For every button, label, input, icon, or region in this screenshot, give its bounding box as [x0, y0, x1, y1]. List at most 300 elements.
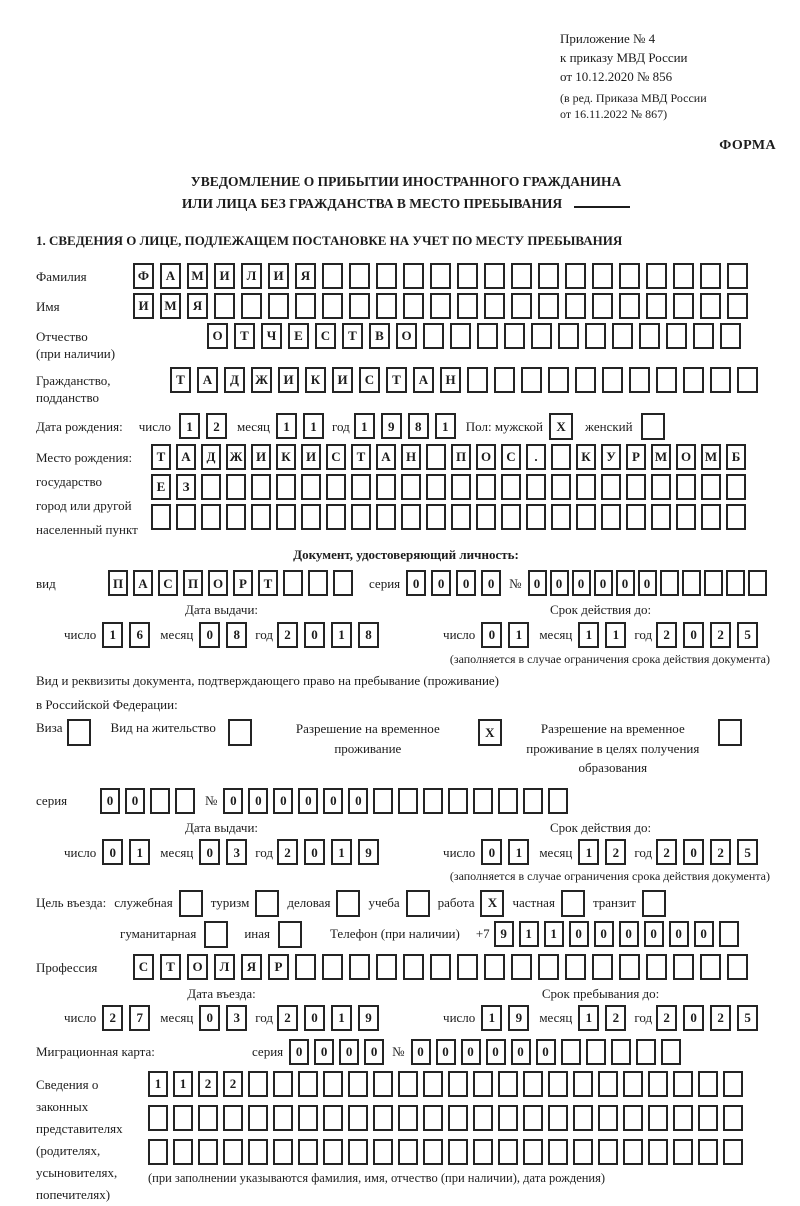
form-cell[interactable]: 0 [273, 788, 293, 814]
form-cell[interactable] [148, 1105, 168, 1131]
purpose-other-checkbox[interactable] [278, 921, 302, 948]
form-cell[interactable]: 2 [198, 1071, 218, 1097]
form-cell[interactable] [676, 504, 696, 530]
form-cell[interactable] [548, 367, 569, 393]
form-cell[interactable]: 1 [173, 1071, 193, 1097]
form-cell[interactable] [700, 954, 721, 980]
form-cell[interactable] [401, 504, 421, 530]
form-cell[interactable]: 0 [436, 1039, 456, 1065]
form-cell[interactable]: 1 [481, 1005, 502, 1031]
form-cell[interactable] [538, 293, 559, 319]
form-cell[interactable] [457, 954, 478, 980]
residence-permit-checkbox[interactable] [228, 719, 252, 746]
form-cell[interactable] [673, 293, 694, 319]
form-cell[interactable] [511, 263, 532, 289]
form-cell[interactable]: Е [151, 474, 171, 500]
visa-checkbox[interactable] [67, 719, 91, 746]
form-cell[interactable]: 0 [481, 839, 502, 865]
form-cell[interactable]: Н [401, 444, 421, 470]
form-cell[interactable] [548, 1071, 568, 1097]
form-cell[interactable] [276, 474, 296, 500]
form-cell[interactable]: 0 [100, 788, 120, 814]
form-cell[interactable] [457, 293, 478, 319]
temp-residence-education-checkbox[interactable] [718, 719, 742, 746]
form-cell[interactable]: О [187, 954, 208, 980]
form-cell[interactable] [376, 293, 397, 319]
form-cell[interactable] [683, 367, 704, 393]
form-cell[interactable]: 9 [358, 1005, 379, 1031]
temp-residence-checkbox[interactable]: X [478, 719, 502, 746]
form-cell[interactable] [494, 367, 515, 393]
form-cell[interactable]: 0 [223, 788, 243, 814]
form-cell[interactable] [283, 570, 303, 596]
form-cell[interactable]: 5 [737, 1005, 758, 1031]
form-cell[interactable]: Т [351, 444, 371, 470]
form-cell[interactable] [268, 293, 289, 319]
form-cell[interactable] [322, 263, 343, 289]
form-cell[interactable] [223, 1105, 243, 1131]
form-cell[interactable]: С [158, 570, 178, 596]
form-cell[interactable]: 2 [277, 1005, 298, 1031]
form-cell[interactable]: 9 [508, 1005, 529, 1031]
form-cell[interactable] [673, 954, 694, 980]
purpose-study-checkbox[interactable] [406, 890, 430, 917]
form-cell[interactable]: Б [726, 444, 746, 470]
form-cell[interactable] [602, 367, 623, 393]
form-cell[interactable] [727, 293, 748, 319]
form-cell[interactable] [673, 1071, 693, 1097]
form-cell[interactable] [538, 954, 559, 980]
form-cell[interactable] [498, 788, 518, 814]
form-cell[interactable] [473, 1071, 493, 1097]
form-cell[interactable]: 0 [486, 1039, 506, 1065]
purpose-business-checkbox[interactable] [336, 890, 360, 917]
form-cell[interactable]: Д [224, 367, 245, 393]
form-cell[interactable] [576, 474, 596, 500]
form-cell[interactable] [565, 293, 586, 319]
form-cell[interactable] [448, 788, 468, 814]
form-cell[interactable] [298, 1071, 318, 1097]
form-cell[interactable] [612, 323, 633, 349]
form-cell[interactable]: 0 [669, 921, 689, 947]
form-cell[interactable]: 0 [594, 921, 614, 947]
form-cell[interactable]: 2 [656, 1005, 677, 1031]
form-cell[interactable]: А [133, 570, 153, 596]
form-cell[interactable] [248, 1139, 268, 1165]
form-cell[interactable] [308, 570, 328, 596]
form-cell[interactable] [723, 1071, 743, 1097]
form-cell[interactable] [373, 1139, 393, 1165]
form-cell[interactable]: 1 [519, 921, 539, 947]
form-cell[interactable]: 3 [226, 839, 247, 865]
form-cell[interactable] [448, 1105, 468, 1131]
form-cell[interactable] [636, 1039, 656, 1065]
form-cell[interactable] [523, 1071, 543, 1097]
form-cell[interactable] [333, 570, 353, 596]
form-cell[interactable] [598, 1071, 618, 1097]
form-cell[interactable] [322, 954, 343, 980]
form-cell[interactable] [430, 263, 451, 289]
form-cell[interactable] [700, 263, 721, 289]
form-cell[interactable]: 1 [102, 622, 123, 648]
form-cell[interactable] [710, 367, 731, 393]
form-cell[interactable] [601, 474, 621, 500]
form-cell[interactable]: А [160, 263, 181, 289]
form-cell[interactable] [521, 367, 542, 393]
form-cell[interactable]: 0 [304, 1005, 325, 1031]
form-cell[interactable] [398, 1105, 418, 1131]
form-cell[interactable]: И [214, 263, 235, 289]
form-cell[interactable] [295, 293, 316, 319]
form-cell[interactable] [531, 323, 552, 349]
form-cell[interactable] [148, 1139, 168, 1165]
form-cell[interactable]: И [133, 293, 154, 319]
form-cell[interactable]: Ч [261, 323, 282, 349]
form-cell[interactable] [348, 1105, 368, 1131]
form-cell[interactable] [561, 1039, 581, 1065]
form-cell[interactable]: Т [258, 570, 278, 596]
form-cell[interactable] [403, 293, 424, 319]
form-cell[interactable]: М [701, 444, 721, 470]
form-cell[interactable]: 1 [578, 1005, 599, 1031]
form-cell[interactable]: Т [160, 954, 181, 980]
form-cell[interactable]: О [207, 323, 228, 349]
form-cell[interactable] [349, 263, 370, 289]
form-cell[interactable] [473, 1139, 493, 1165]
form-cell[interactable] [693, 323, 714, 349]
form-cell[interactable] [198, 1139, 218, 1165]
form-cell[interactable] [473, 788, 493, 814]
form-cell[interactable]: 0 [683, 1005, 704, 1031]
form-cell[interactable] [198, 1105, 218, 1131]
form-cell[interactable] [498, 1105, 518, 1131]
form-cell[interactable]: 0 [683, 839, 704, 865]
form-cell[interactable] [423, 1105, 443, 1131]
form-cell[interactable]: С [133, 954, 154, 980]
form-cell[interactable]: 0 [461, 1039, 481, 1065]
form-cell[interactable] [251, 504, 271, 530]
form-cell[interactable]: 2 [277, 839, 298, 865]
form-cell[interactable]: Я [241, 954, 262, 980]
form-cell[interactable]: К [276, 444, 296, 470]
form-cell[interactable]: 9 [381, 413, 402, 439]
form-cell[interactable]: 0 [364, 1039, 384, 1065]
form-cell[interactable]: Р [626, 444, 646, 470]
form-cell[interactable]: 5 [737, 622, 758, 648]
purpose-transit-checkbox[interactable] [642, 890, 666, 917]
form-cell[interactable]: З [176, 474, 196, 500]
form-cell[interactable]: 0 [694, 921, 714, 947]
form-cell[interactable]: А [176, 444, 196, 470]
form-cell[interactable]: 2 [605, 839, 626, 865]
form-cell[interactable]: 0 [481, 570, 501, 596]
form-cell[interactable]: 0 [248, 788, 268, 814]
form-cell[interactable] [623, 1139, 643, 1165]
form-cell[interactable] [623, 1071, 643, 1097]
form-cell[interactable] [592, 954, 613, 980]
form-cell[interactable]: 0 [406, 570, 426, 596]
form-cell[interactable]: 1 [331, 1005, 352, 1031]
form-cell[interactable] [698, 1071, 718, 1097]
form-cell[interactable] [673, 1139, 693, 1165]
form-cell[interactable] [651, 474, 671, 500]
form-cell[interactable] [661, 1039, 681, 1065]
form-cell[interactable] [251, 474, 271, 500]
form-cell[interactable] [673, 1105, 693, 1131]
form-cell[interactable]: 2 [710, 1005, 731, 1031]
form-cell[interactable]: Т [170, 367, 191, 393]
form-cell[interactable] [273, 1071, 293, 1097]
form-cell[interactable]: 1 [276, 413, 297, 439]
purpose-tourism-checkbox[interactable] [255, 890, 279, 917]
form-cell[interactable] [700, 293, 721, 319]
form-cell[interactable] [704, 570, 723, 596]
form-cell[interactable] [719, 921, 739, 947]
form-cell[interactable] [201, 504, 221, 530]
form-cell[interactable] [573, 1105, 593, 1131]
form-cell[interactable]: 9 [494, 921, 514, 947]
form-cell[interactable] [248, 1105, 268, 1131]
form-cell[interactable] [551, 474, 571, 500]
form-cell[interactable] [477, 323, 498, 349]
form-cell[interactable] [619, 293, 640, 319]
form-cell[interactable] [151, 504, 171, 530]
form-cell[interactable]: М [160, 293, 181, 319]
form-cell[interactable]: К [576, 444, 596, 470]
form-cell[interactable]: 0 [199, 622, 220, 648]
form-cell[interactable] [701, 474, 721, 500]
form-cell[interactable] [626, 474, 646, 500]
form-cell[interactable] [748, 570, 767, 596]
form-cell[interactable] [551, 444, 571, 470]
form-cell[interactable] [575, 367, 596, 393]
form-cell[interactable]: П [108, 570, 128, 596]
form-cell[interactable] [423, 788, 443, 814]
form-cell[interactable] [511, 293, 532, 319]
form-cell[interactable] [498, 1139, 518, 1165]
form-cell[interactable] [301, 504, 321, 530]
form-cell[interactable]: О [476, 444, 496, 470]
form-cell[interactable]: 0 [619, 921, 639, 947]
form-cell[interactable] [403, 954, 424, 980]
form-cell[interactable] [573, 1139, 593, 1165]
form-cell[interactable] [241, 293, 262, 319]
gender-male-checkbox[interactable]: X [549, 413, 573, 440]
form-cell[interactable]: И [278, 367, 299, 393]
form-cell[interactable] [476, 474, 496, 500]
form-cell[interactable] [323, 1105, 343, 1131]
form-cell[interactable] [511, 954, 532, 980]
form-cell[interactable]: 0 [304, 839, 325, 865]
form-cell[interactable] [701, 504, 721, 530]
form-cell[interactable] [426, 474, 446, 500]
form-cell[interactable]: П [451, 444, 471, 470]
form-cell[interactable] [586, 1039, 606, 1065]
form-cell[interactable] [737, 367, 758, 393]
form-cell[interactable] [720, 323, 741, 349]
form-cell[interactable]: 5 [737, 839, 758, 865]
form-cell[interactable]: Т [234, 323, 255, 349]
form-cell[interactable] [526, 504, 546, 530]
form-cell[interactable]: 0 [102, 839, 123, 865]
form-cell[interactable] [348, 1071, 368, 1097]
form-cell[interactable]: О [208, 570, 228, 596]
form-cell[interactable] [611, 1039, 631, 1065]
form-cell[interactable]: 1 [129, 839, 150, 865]
form-cell[interactable] [398, 788, 418, 814]
form-cell[interactable] [326, 504, 346, 530]
form-cell[interactable] [401, 474, 421, 500]
form-cell[interactable]: Т [342, 323, 363, 349]
form-cell[interactable] [698, 1105, 718, 1131]
form-cell[interactable] [349, 293, 370, 319]
form-cell[interactable]: 0 [125, 788, 145, 814]
form-cell[interactable]: Т [386, 367, 407, 393]
form-cell[interactable]: С [501, 444, 521, 470]
form-cell[interactable]: А [413, 367, 434, 393]
form-cell[interactable] [226, 474, 246, 500]
form-cell[interactable] [565, 263, 586, 289]
form-cell[interactable] [376, 504, 396, 530]
form-cell[interactable]: И [268, 263, 289, 289]
form-cell[interactable]: Ж [226, 444, 246, 470]
form-cell[interactable]: Ф [133, 263, 154, 289]
form-cell[interactable]: 0 [550, 570, 569, 596]
form-cell[interactable]: 1 [331, 622, 352, 648]
form-cell[interactable] [450, 323, 471, 349]
form-cell[interactable]: Т [151, 444, 171, 470]
form-cell[interactable]: 1 [148, 1071, 168, 1097]
purpose-official-checkbox[interactable] [179, 890, 203, 917]
form-cell[interactable] [666, 323, 687, 349]
form-cell[interactable]: 1 [354, 413, 375, 439]
form-cell[interactable]: О [396, 323, 417, 349]
form-cell[interactable] [698, 1139, 718, 1165]
form-cell[interactable] [430, 293, 451, 319]
form-cell[interactable] [484, 954, 505, 980]
form-cell[interactable] [504, 323, 525, 349]
form-cell[interactable] [646, 263, 667, 289]
form-cell[interactable] [273, 1105, 293, 1131]
form-cell[interactable]: 0 [456, 570, 476, 596]
form-cell[interactable]: 0 [199, 1005, 220, 1031]
form-cell[interactable] [558, 323, 579, 349]
form-cell[interactable] [175, 788, 195, 814]
form-cell[interactable]: 3 [226, 1005, 247, 1031]
form-cell[interactable]: М [187, 263, 208, 289]
form-cell[interactable] [576, 504, 596, 530]
form-cell[interactable]: 2 [277, 622, 298, 648]
form-cell[interactable]: 0 [481, 622, 502, 648]
form-cell[interactable] [298, 1139, 318, 1165]
form-cell[interactable] [723, 1105, 743, 1131]
form-cell[interactable] [423, 323, 444, 349]
form-cell[interactable]: 1 [508, 622, 529, 648]
form-cell[interactable]: С [315, 323, 336, 349]
form-cell[interactable]: 2 [223, 1071, 243, 1097]
form-cell[interactable] [501, 504, 521, 530]
form-cell[interactable] [326, 474, 346, 500]
form-cell[interactable] [426, 504, 446, 530]
form-cell[interactable] [648, 1071, 668, 1097]
form-cell[interactable]: 8 [408, 413, 429, 439]
form-cell[interactable]: 6 [129, 622, 150, 648]
form-cell[interactable] [376, 954, 397, 980]
form-cell[interactable] [348, 1139, 368, 1165]
form-cell[interactable] [476, 504, 496, 530]
form-cell[interactable] [457, 263, 478, 289]
form-cell[interactable]: 2 [656, 622, 677, 648]
form-cell[interactable] [451, 474, 471, 500]
form-cell[interactable]: 0 [644, 921, 664, 947]
form-cell[interactable]: 1 [605, 622, 626, 648]
form-cell[interactable]: А [376, 444, 396, 470]
form-cell[interactable]: 0 [323, 788, 343, 814]
form-cell[interactable] [467, 367, 488, 393]
form-cell[interactable]: 0 [569, 921, 589, 947]
form-cell[interactable] [723, 1139, 743, 1165]
form-cell[interactable]: С [359, 367, 380, 393]
form-cell[interactable]: 0 [304, 622, 325, 648]
form-cell[interactable] [623, 1105, 643, 1131]
form-cell[interactable] [526, 474, 546, 500]
form-cell[interactable]: 0 [199, 839, 220, 865]
form-cell[interactable]: И [251, 444, 271, 470]
purpose-private-checkbox[interactable] [561, 890, 585, 917]
form-cell[interactable] [548, 1139, 568, 1165]
form-cell[interactable] [373, 1105, 393, 1131]
form-cell[interactable] [682, 570, 701, 596]
form-cell[interactable]: С [326, 444, 346, 470]
form-cell[interactable]: 1 [303, 413, 324, 439]
form-cell[interactable] [373, 788, 393, 814]
form-cell[interactable] [501, 474, 521, 500]
form-cell[interactable]: 0 [339, 1039, 359, 1065]
form-cell[interactable]: Я [295, 263, 316, 289]
form-cell[interactable] [201, 474, 221, 500]
form-cell[interactable] [248, 1071, 268, 1097]
form-cell[interactable]: 8 [358, 622, 379, 648]
form-cell[interactable] [214, 293, 235, 319]
form-cell[interactable] [295, 954, 316, 980]
form-cell[interactable]: И [301, 444, 321, 470]
form-cell[interactable] [727, 263, 748, 289]
form-cell[interactable] [660, 570, 679, 596]
form-cell[interactable] [626, 504, 646, 530]
form-cell[interactable]: К [305, 367, 326, 393]
form-cell[interactable]: 0 [528, 570, 547, 596]
form-cell[interactable] [656, 367, 677, 393]
form-cell[interactable]: 2 [206, 413, 227, 439]
form-cell[interactable] [373, 1071, 393, 1097]
form-cell[interactable] [173, 1139, 193, 1165]
form-cell[interactable] [226, 504, 246, 530]
gender-female-checkbox[interactable] [641, 413, 665, 440]
form-cell[interactable]: Я [187, 293, 208, 319]
form-cell[interactable]: М [651, 444, 671, 470]
form-cell[interactable] [273, 1139, 293, 1165]
form-cell[interactable]: 0 [411, 1039, 431, 1065]
form-cell[interactable] [523, 788, 543, 814]
form-cell[interactable] [301, 474, 321, 500]
form-cell[interactable] [673, 263, 694, 289]
form-cell[interactable]: У [601, 444, 621, 470]
form-cell[interactable] [523, 1105, 543, 1131]
form-cell[interactable] [176, 504, 196, 530]
form-cell[interactable]: 1 [508, 839, 529, 865]
form-cell[interactable]: 0 [638, 570, 657, 596]
form-cell[interactable] [351, 504, 371, 530]
